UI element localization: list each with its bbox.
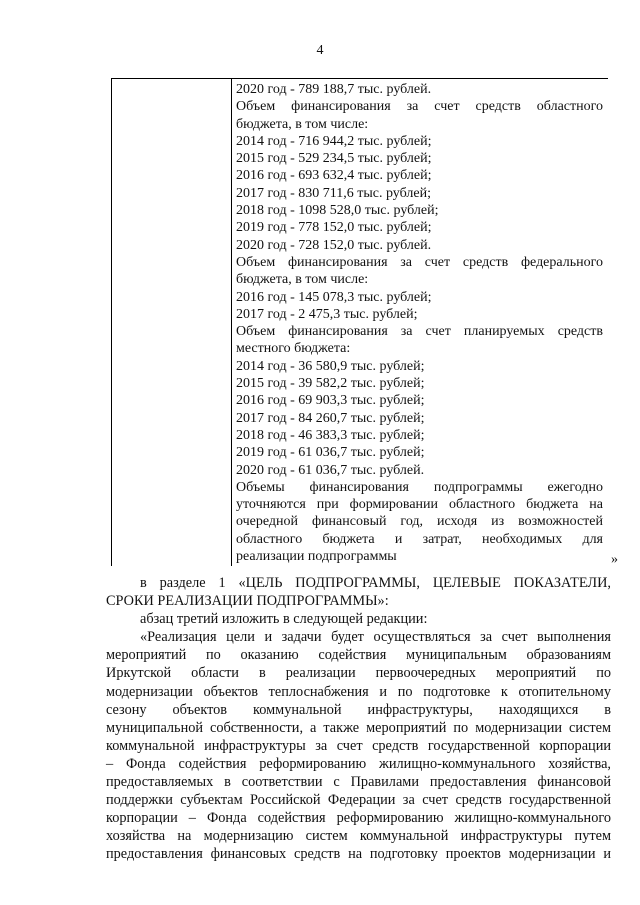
amendment-text: [106, 574, 611, 864]
table-line: областного бюджета и затрат, необходимых для: [236, 531, 603, 547]
table-line: Объем финансирования за счет средств областного: [236, 99, 603, 115]
paragraph-line: модернизации объектов теплоснабжения и по подготовке к отопительному: [106, 683, 611, 700]
section-heading-line: СРОКИ РЕАЛИЗАЦИИ ПОДПРОГРАММЫ»:: [106, 593, 389, 610]
closing-quote: »: [611, 552, 618, 567]
paragraph-line: коммунальной инфраструктуры за счет средств государственной корпорации: [106, 737, 611, 754]
table-line: 2020 год - 728 152,0 тыс. рублей.: [236, 237, 432, 253]
table-line: бюджета, в том числе:: [236, 116, 369, 132]
table-line: 2020 год - 789 188,7 тыс. рублей.: [236, 82, 432, 97]
table-line: бюджета, в том числе:: [236, 272, 369, 288]
table-line: Объем финансирования за счет средств федерального: [236, 254, 603, 270]
paragraph-line: «Реализация цели и задачи будет осуществляться за счет выполнения: [140, 629, 611, 646]
table-line: реализации подпрограммы: [236, 549, 397, 565]
table-left-cell: [112, 79, 232, 566]
table-line: 2015 год - 39 582,2 тыс. рублей;: [236, 376, 425, 392]
section-heading-line: в разделе 1 «ЦЕЛЬ ПОДПРОГРАММЫ, ЦЕЛЕВЫЕ ПОКАЗАТЕЛИ,: [140, 575, 611, 591]
table-right-cell: [236, 81, 603, 565]
paragraph-line: хозяйства на модернизацию систем коммунальной инфраструктуры путем: [106, 828, 611, 845]
table-line: 2017 год - 2 475,3 тыс. рублей;: [236, 306, 418, 322]
paragraph-line: сезону объектов коммунальной инфраструктуры, находящихся в: [106, 701, 611, 718]
table-line: 2016 год - 693 632,4 тыс. рублей;: [236, 168, 432, 184]
paragraph-line: мероприятий по оказанию содействия муниципальным образованиям: [106, 647, 611, 664]
table-line: 2015 год - 529 234,5 тыс. рублей;: [236, 151, 432, 167]
table-line: 2016 год - 145 078,3 тыс. рублей;: [236, 289, 432, 305]
table-line: 2019 год - 778 152,0 тыс. рублей;: [236, 220, 432, 236]
table-line: 2018 год - 46 383,3 тыс. рублей;: [236, 427, 425, 443]
table-line: 2020 год - 61 036,7 тыс. рублей.: [236, 462, 425, 478]
table-line: 2014 год - 36 580,9 тыс. рублей;: [236, 358, 425, 374]
financing-table: [111, 78, 608, 566]
table-line: 2014 год - 716 944,2 тыс. рублей;: [236, 133, 432, 149]
paragraph-line: предоставления финансовых средств на подготовку проектов модернизации и: [106, 846, 611, 863]
table-line: местного бюджета:: [236, 341, 351, 357]
paragraph-line: поддержки субъектам Российской Федерации за счет средств государственной: [106, 792, 611, 809]
paragraph-line: – Фонда содействия реформированию жилищно-коммунального хозяйства,: [106, 755, 611, 772]
paragraph-line: муниципальной собственности, а также мероприятий по модернизации систем: [106, 719, 611, 736]
paragraph-line: предоставляемых в соответствии с Правилами предоставления финансовой: [106, 774, 611, 791]
table-line: 2017 год - 830 711,6 тыс. рублей;: [236, 185, 431, 201]
table-line: очередной финансовый год, исходя из возможностей: [236, 514, 603, 530]
paragraph-line: корпорации – Фонда содействия реформированию жилищно-коммунального: [106, 810, 611, 827]
table-line: Объемы финансирования подпрограммы ежегодно: [236, 479, 603, 495]
table-line: 2016 год - 69 903,3 тыс. рублей;: [236, 393, 425, 409]
paragraph-line: Иркутской области в реализации первоочередных мероприятий по: [106, 665, 611, 682]
table-line: 2018 год - 1098 528,0 тыс. рублей;: [236, 203, 439, 219]
table-line: Объем финансирования за счет планируемых средств: [236, 324, 603, 340]
table-line: 2017 год - 84 260,7 тыс. рублей;: [236, 410, 425, 426]
page-number: 4: [316, 43, 324, 58]
table-line: 2019 год - 61 036,7 тыс. рублей;: [236, 445, 425, 461]
instruction-line: абзац третий изложить в следующей редакции:: [140, 611, 428, 628]
table-line: уточняются при формировании областного бюджета на: [236, 497, 603, 513]
